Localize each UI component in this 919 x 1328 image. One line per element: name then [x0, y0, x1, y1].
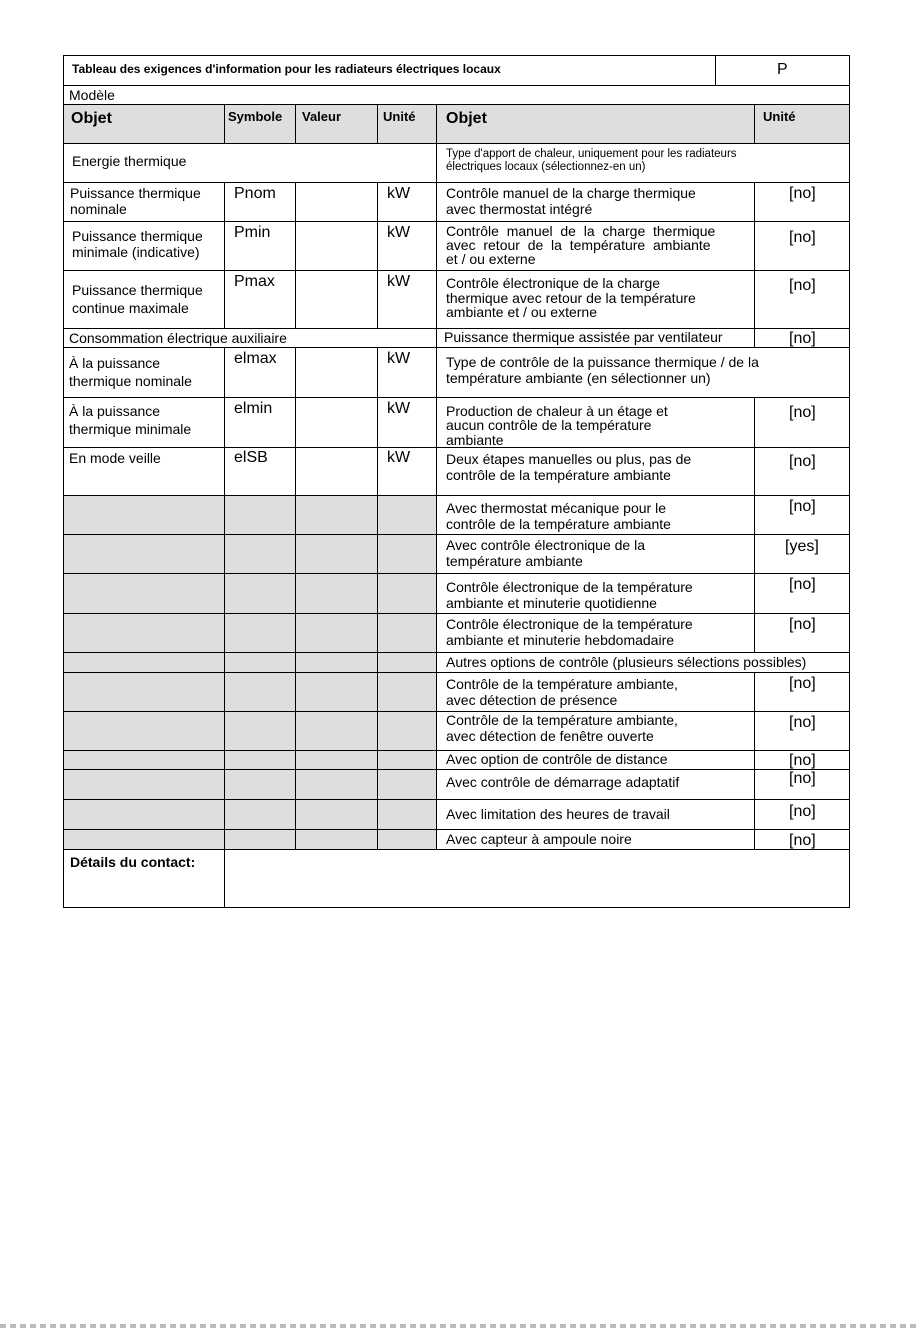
model-label: Modèle — [69, 87, 115, 103]
elmin-label-cell — [63, 397, 225, 448]
fan-assisted-value: [no] — [789, 330, 816, 347]
mechanical-thermostat-cell — [436, 495, 755, 535]
header-right-unit — [754, 104, 850, 144]
empty-cell — [224, 652, 296, 673]
daily-timer-label: Contrôle électronique de la température ambiante et minuterie quotidienne — [446, 579, 693, 611]
empty-cell — [295, 613, 378, 653]
column-header-unit: Unité — [383, 109, 416, 124]
single-stage-label: Production de chaleur à un étage et aucun contrôle de la température ambiante — [446, 403, 668, 448]
pmin-symbol-cell — [224, 221, 296, 271]
presence-detection-value-cell — [754, 672, 850, 712]
electronic-room-control-cell — [436, 534, 755, 574]
open-window-detection-value: [no] — [789, 714, 816, 731]
empty-cell — [295, 769, 378, 800]
single-stage-value: [no] — [789, 404, 816, 421]
empty-cell — [295, 672, 378, 712]
black-bulb-sensor-cell — [436, 829, 755, 850]
empty-cell — [224, 573, 296, 614]
working-time-limit-label: Avec limitation des heures de travail — [446, 806, 670, 822]
empty-cell — [377, 711, 437, 751]
distance-control-value: [no] — [789, 752, 816, 769]
distance-control-value-cell — [754, 750, 850, 770]
empty-cell — [63, 672, 225, 712]
other-options-section — [436, 652, 850, 673]
two-stage-manual-value-cell — [754, 447, 850, 496]
electronic-room-control-label: Avec contrôle électronique de la température ambiante — [446, 537, 645, 569]
weekly-timer-cell — [436, 613, 755, 653]
distance-control-label: Avec option de contrôle de distance — [446, 751, 668, 767]
empty-cell — [377, 750, 437, 770]
empty-cell — [224, 534, 296, 574]
heat-input-section — [436, 143, 850, 183]
elmin-value-cell — [295, 397, 378, 448]
pmax-symbol-cell — [224, 270, 296, 329]
pmax-unit: kW — [387, 273, 411, 290]
aux-consumption-section-label: Consommation électrique auxiliaire — [69, 330, 287, 346]
page-bottom-edge — [0, 1324, 919, 1328]
other-options-section-label: Autres options de contrôle (plusieurs sélections possibles) — [446, 654, 807, 670]
empty-cell — [224, 769, 296, 800]
empty-cell — [377, 799, 437, 830]
weekly-timer-value: [no] — [789, 616, 816, 633]
pmin-label-cell — [63, 221, 225, 271]
contact-label-cell — [63, 849, 225, 908]
elsb-unit-cell — [377, 447, 437, 496]
model-row — [63, 85, 850, 105]
manual-charge-integrated-label: Contrôle manuel de la charge thermique avec thermostat intégré — [446, 185, 696, 217]
empty-cell — [224, 799, 296, 830]
empty-cell — [377, 652, 437, 673]
single-stage-value-cell — [754, 397, 850, 448]
pmax-unit-cell — [377, 270, 437, 329]
empty-cell — [224, 750, 296, 770]
manual-charge-feedback-value-cell — [754, 221, 850, 271]
manual-charge-integrated-value-cell — [754, 182, 850, 222]
empty-cell — [295, 495, 378, 535]
presence-detection-label: Contrôle de la température ambiante, avec détection de présence — [446, 676, 678, 708]
heat-output-section-label: Energie thermique — [72, 153, 187, 169]
two-stage-manual-value: [no] — [789, 453, 816, 470]
open-window-detection-cell — [436, 711, 755, 751]
aux-consumption-section — [63, 328, 437, 348]
empty-cell — [224, 672, 296, 712]
empty-cell — [377, 573, 437, 614]
open-window-detection-value-cell — [754, 711, 850, 751]
mechanical-thermostat-value: [no] — [789, 498, 816, 515]
empty-cell — [63, 829, 225, 850]
empty-cell — [63, 711, 225, 751]
presence-detection-cell — [436, 672, 755, 712]
pnom-symbol: Pnom — [234, 185, 276, 202]
empty-cell — [377, 613, 437, 653]
empty-cell — [63, 799, 225, 830]
empty-cell — [295, 652, 378, 673]
empty-cell — [63, 573, 225, 614]
daily-timer-value-cell — [754, 573, 850, 614]
empty-cell — [377, 534, 437, 574]
elmin-label: À la puissance thermique minimale — [69, 403, 192, 437]
black-bulb-sensor-label: Avec capteur à ampoule noire — [446, 831, 632, 847]
two-stage-manual-cell — [436, 447, 755, 496]
pmax-symbol: Pmax — [234, 273, 275, 290]
pnom-label-cell — [63, 182, 225, 222]
empty-cell — [224, 495, 296, 535]
empty-cell — [377, 495, 437, 535]
empty-cell — [377, 769, 437, 800]
table-title-cell — [63, 55, 716, 86]
pmin-unit-cell — [377, 221, 437, 271]
column-header-symbol: Symbole — [228, 109, 283, 124]
weekly-timer-value-cell — [754, 613, 850, 653]
column-header-right-unit: Unité — [763, 109, 796, 124]
adaptive-start-value: [no] — [789, 770, 816, 787]
manual-charge-feedback-value: [no] — [789, 229, 816, 246]
elmin-symbol-cell — [224, 397, 296, 448]
elmax-label-cell — [63, 347, 225, 398]
header-right-item — [436, 104, 755, 144]
fan-assisted-value-cell — [754, 328, 850, 348]
column-header-right-item: Objet — [446, 110, 487, 127]
distance-control-cell — [436, 750, 755, 770]
open-window-detection-label: Contrôle de la température ambiante, avec détection de fenêtre ouverte — [446, 712, 678, 744]
empty-cell — [63, 534, 225, 574]
elmax-unit-cell — [377, 347, 437, 398]
fan-assisted-label: Puissance thermique assistée par ventilateur — [444, 329, 723, 345]
pnom-symbol-cell — [224, 182, 296, 222]
pmin-unit: kW — [387, 224, 411, 241]
empty-cell — [377, 672, 437, 712]
product-code: P — [777, 61, 788, 78]
header-value — [295, 104, 378, 144]
adaptive-start-value-cell — [754, 769, 850, 800]
elmin-unit-cell — [377, 397, 437, 448]
heat-output-section — [63, 143, 437, 183]
empty-cell — [63, 750, 225, 770]
working-time-limit-value-cell — [754, 799, 850, 830]
column-header-item: Objet — [71, 110, 112, 127]
electronic-charge-cell — [436, 270, 755, 329]
fan-assisted-cell — [436, 328, 755, 348]
contact-label: Détails du contact: — [70, 854, 196, 870]
electronic-charge-value-cell — [754, 270, 850, 329]
elsb-label-cell — [63, 447, 225, 496]
pnom-label: Puissance thermique nominale — [70, 185, 201, 217]
empty-cell — [224, 711, 296, 751]
elsb-symbol: elSB — [234, 449, 268, 466]
empty-cell — [295, 711, 378, 751]
heat-input-section-label: Type d'apport de chaleur, uniquement pour les radiateurs électriques locaux (sélectionnez-en un) — [446, 148, 737, 173]
elmax-symbol: elmax — [234, 350, 277, 367]
product-code-cell — [715, 55, 850, 86]
elsb-label: En mode veille — [69, 450, 161, 466]
header-symbol — [224, 104, 296, 144]
elmin-unit: kW — [387, 400, 411, 417]
elsb-unit: kW — [387, 449, 411, 466]
header-left-item — [63, 104, 225, 144]
elmax-label: À la puissance thermique nominale — [69, 355, 192, 389]
mechanical-thermostat-label: Avec thermostat mécanique pour le contrôle de la température ambiante — [446, 500, 671, 532]
adaptive-start-label: Avec contrôle de démarrage adaptatif — [446, 774, 680, 790]
pmax-label: Puissance thermique continue maximale — [72, 282, 203, 317]
empty-cell — [63, 769, 225, 800]
empty-cell — [295, 534, 378, 574]
pmin-label: Puissance thermique minimale (indicative) — [72, 228, 203, 260]
two-stage-manual-label: Deux étapes manuelles ou plus, pas de contrôle de la température ambiante — [446, 451, 692, 483]
empty-cell — [295, 829, 378, 850]
header-unit — [377, 104, 437, 144]
pnom-unit: kW — [387, 185, 411, 202]
single-stage-cell — [436, 397, 755, 448]
electronic-charge-label: Contrôle électronique de la charge thermique avec retour de la température ambiante et / ou externe — [446, 275, 696, 321]
black-bulb-sensor-value: [no] — [789, 832, 816, 849]
manual-charge-integrated-cell — [436, 182, 755, 222]
electronic-room-control-value: [yes] — [785, 538, 819, 555]
mechanical-thermostat-value-cell — [754, 495, 850, 535]
adaptive-start-cell — [436, 769, 755, 800]
empty-cell — [63, 652, 225, 673]
manual-charge-integrated-value: [no] — [789, 185, 816, 202]
elmax-symbol-cell — [224, 347, 296, 398]
weekly-timer-label: Contrôle électronique de la température ambiante et minuterie hebdomadaire — [446, 616, 693, 648]
elmin-symbol: elmin — [234, 400, 273, 417]
electronic-room-control-value-cell — [754, 534, 850, 574]
table-title: Tableau des exigences d'information pour les radiateurs électriques locaux — [72, 62, 501, 76]
elmax-unit: kW — [387, 350, 411, 367]
pmin-symbol: Pmin — [234, 224, 271, 241]
column-header-value: Valeur — [302, 109, 342, 124]
elsb-value-cell — [295, 447, 378, 496]
daily-timer-value: [no] — [789, 576, 816, 593]
pmin-value-cell — [295, 221, 378, 271]
contact-details-cell — [224, 849, 850, 908]
pmax-label-cell — [63, 270, 225, 329]
elsb-symbol-cell — [224, 447, 296, 496]
empty-cell — [224, 613, 296, 653]
presence-detection-value: [no] — [789, 675, 816, 692]
pnom-unit-cell — [377, 182, 437, 222]
electronic-charge-value: [no] — [789, 277, 816, 294]
manual-charge-feedback-cell — [436, 221, 755, 271]
empty-cell — [295, 799, 378, 830]
control-type-section — [436, 347, 850, 398]
manual-charge-feedback-label: Contrôle manuel de la charge thermique avec retour de la température ambiante et / ou externe — [446, 223, 716, 267]
pmax-value-cell — [295, 270, 378, 329]
elmax-value-cell — [295, 347, 378, 398]
empty-cell — [63, 613, 225, 653]
working-time-limit-cell — [436, 799, 755, 830]
black-bulb-sensor-value-cell — [754, 829, 850, 850]
empty-cell — [63, 495, 225, 535]
control-type-section-label: Type de contrôle de la puissance thermique / de la température ambiante (en sélectionner un) — [446, 354, 759, 386]
empty-cell — [295, 750, 378, 770]
empty-cell — [224, 829, 296, 850]
pnom-value-cell — [295, 182, 378, 222]
empty-cell — [295, 573, 378, 614]
working-time-limit-value: [no] — [789, 803, 816, 820]
daily-timer-cell — [436, 573, 755, 614]
empty-cell — [377, 829, 437, 850]
